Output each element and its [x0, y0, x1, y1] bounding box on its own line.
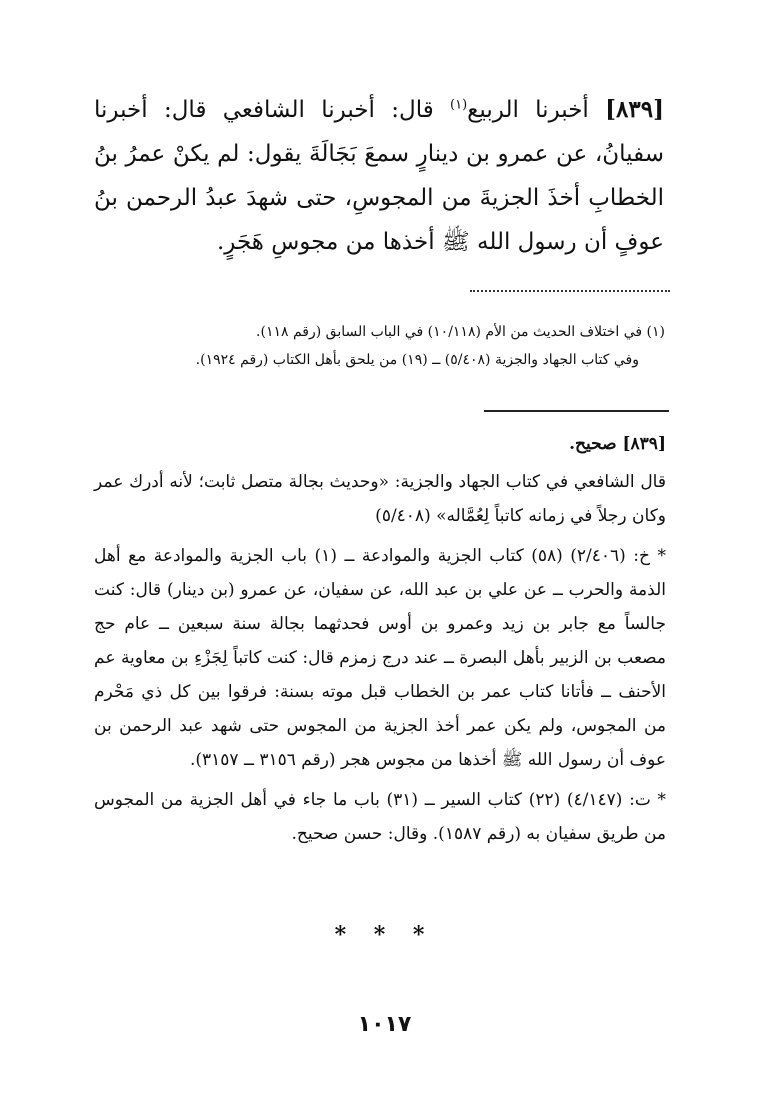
- section-divider: [484, 410, 669, 412]
- hadith-text: [94, 88, 664, 264]
- takhrij-bukhari: * خ: (٢/٤٠٦) (٥٨) كتاب الجزية والموادعة ــ (١) باب الجزية والموادعة مع أهل الذمة والحرب ــ عن علي بن عبد الله، عن سفيان، عن عمرو (بن دينار) قال: كنت جالساً مع جابر بن زيد وعمرو بن أوس فحدثهما بجالة سنة سبعين ــ عام حج مصعب بن الزبير بأهل البصرة ــ عند درج زمزم قال: كنت كاتباً لِجَزْءِ بن معاوية عم الأحنف ــ فأتانا كتاب عمر بن الخطاب قبل موته بسنة: فرقوا بين كل ذي مَحْرم من المجوس، ولم يكن عمر أخذ الجزية من المجوس حتى شهد عبد الرحمن بن عوف أن رسول الله ﷺ أخذها من مجوس هجر (رقم ٣١٥٦ ــ ٣١٥٧).: [94, 546, 666, 770]
- page-number: ١٠١٧: [357, 1012, 412, 1037]
- takhrij-title: [٨٣٩] صحيح.: [569, 434, 666, 454]
- section-ornament: * * *: [334, 922, 435, 948]
- footnote-1-continuation: وفي كتاب الجهاد والجزية (٥/٤٠٨) ــ (١٩) من يلحق بأهل الكتاب (رقم ١٩٢٤).: [195, 352, 639, 368]
- footnote-reference[interactable]: (١): [450, 97, 468, 113]
- footnote-1: (١) في اختلاف الحديث من الأم (١٠/١١٨) في الباب السابق (رقم ١١٨).: [256, 324, 665, 340]
- footnote-separator: [470, 290, 670, 292]
- hadith-body: قال: أخبرنا الشافعي قال: أخبرنا سفيانُ، عن عمرو بن دينارٍ سمعَ بَجَالَةَ يقول: لم يكنْ عمرُ بنُ الخطابِ أخذَ الجزيةَ من المجوسِ، حتى شهدَ عبدُ الرحمن بنُ عوفٍ أن رسول الله ﷺ أخذها من مجوسِ هَجَرٍ.: [94, 97, 664, 255]
- takhrij-shafii-quote: قال الشافعي في كتاب الجهاد والجزية: «وحديث بجالة متصل ثابت؛ لأنه أدرك عمر وكان رجلاً في زمانه كاتباً لِعُمَّاله» (٥/٤٠٨): [94, 472, 666, 526]
- hadith-intro: أخبرنا الربيع: [467, 97, 589, 123]
- hadith-number: [٨٣٩]: [605, 96, 664, 123]
- takhrij-tirmidhi: * ت: (٤/١٤٧) (٢٢) كتاب السير ــ (٣١) باب ما جاء في أهل الجزية من المجوس من طريق سفيان به (رقم ١٥٨٧). وقال: حسن صحيح.: [94, 790, 667, 844]
- footnotes: [95, 318, 665, 374]
- takhrij-section: [94, 427, 666, 857]
